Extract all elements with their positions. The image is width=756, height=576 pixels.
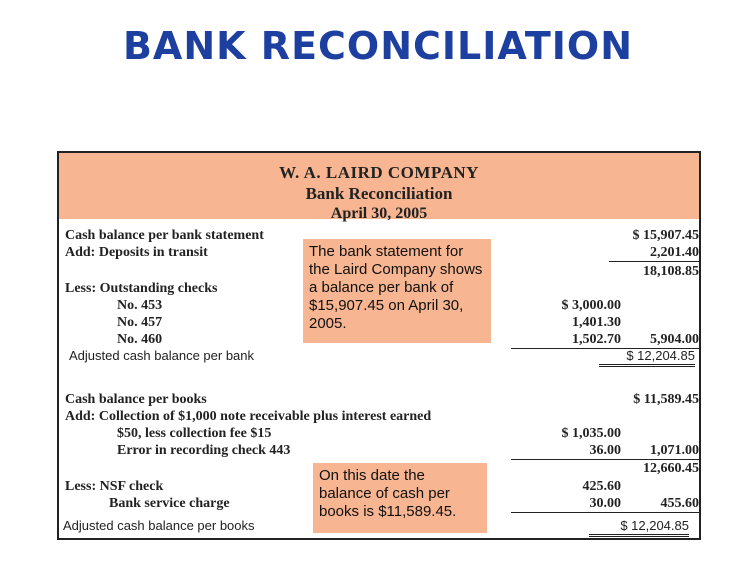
reconciliation-statement: [57, 151, 701, 540]
note-collection-label: Add: Collection of $1,000 note receivable plus interest earned: [65, 409, 432, 424]
nsf-check-label: Less: NSF check: [65, 479, 164, 494]
note-collection-detail: $50, less collection fee $15: [117, 426, 272, 441]
slide-title: BANK RECONCILIATION: [122, 24, 634, 68]
books-balance-callout: On this date the balance of cash per books is $11,589.45.: [313, 463, 487, 533]
service-charge-value: 30.00: [511, 495, 621, 513]
check-460-value: 1,502.70: [511, 331, 621, 349]
nsf-check-value: 425.60: [582, 479, 621, 494]
books-balance-value: $ 11,589.45: [633, 392, 699, 407]
bank-statement-callout: The bank statement for the Laird Company shows a balance per bank of $15,907.45 on April 30, 2005.: [303, 239, 491, 343]
bank-balance-value: $ 15,907.45: [632, 228, 699, 243]
books-subtotal: 12,660.45: [643, 461, 699, 476]
bank-subtotal: 18,108.85: [643, 264, 699, 279]
books-add-total: 1,071.00: [609, 442, 699, 460]
error-check-label: Error in recording check 443: [117, 443, 291, 458]
bank-balance-label: Cash balance per bank statement: [65, 228, 264, 243]
deposits-in-transit-label: Add: Deposits in transit: [65, 245, 208, 260]
adjusted-bank-label: Adjusted cash balance per bank: [69, 348, 255, 363]
books-less-total: 455.60: [609, 495, 699, 513]
check-453-label: No. 453: [117, 298, 163, 313]
service-charge-label: Bank service charge: [109, 496, 230, 511]
statement-header: [59, 153, 699, 222]
adjusted-books-value: $ 12,204.85: [589, 517, 689, 537]
statement-date: April 30, 2005: [330, 205, 428, 222]
check-457-value: 1,401.30: [572, 315, 621, 330]
statement-title: Bank Reconciliation: [305, 184, 453, 203]
books-balance-label: Cash balance per books: [65, 392, 207, 407]
check-453-value: $ 3,000.00: [561, 298, 621, 313]
outstanding-checks-label: Less: Outstanding checks: [65, 281, 218, 296]
error-check-value: 36.00: [511, 442, 621, 460]
adjusted-bank-value: $ 12,204.85: [599, 347, 695, 367]
check-457-label: No. 457: [117, 315, 163, 330]
note-collection-value: $ 1,035.00: [561, 426, 621, 441]
adjusted-books-label: Adjusted cash balance per books: [63, 518, 255, 533]
deposits-in-transit-value: 2,201.40: [609, 244, 699, 262]
outstanding-checks-total: 5,904.00: [609, 331, 699, 349]
check-460-label: No. 460: [117, 332, 163, 347]
company-name: W. A. LAIRD COMPANY: [279, 163, 479, 182]
